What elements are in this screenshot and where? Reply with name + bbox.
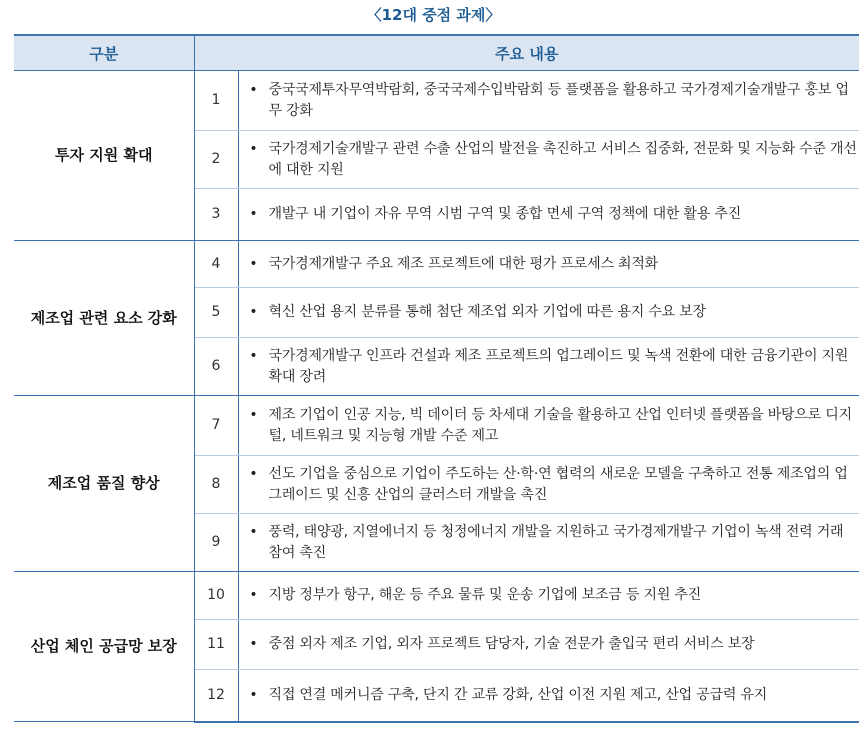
category-cell: 산업 체인 공급망 보장 (14, 572, 194, 722)
table-row (14, 572, 859, 620)
bullet-item (239, 346, 858, 388)
item-number: 5 (194, 288, 238, 338)
item-text: 개발구 내 기업이 자유 무역 시범 구역 및 종합 면세 구역 정책에 대한 활용 추진 (268, 206, 742, 222)
header-content: 주요 내용 (194, 35, 859, 71)
item-number: 9 (194, 514, 238, 572)
item-number: 3 (194, 189, 238, 241)
item-number: 6 (194, 338, 238, 396)
item-text: 선도 기업을 중심으로 기업이 주도하는 산·학·연 협력의 새로운 모델을 구축하고 전통 제조업의 업그레이드 및 신흥 산업의 클러스터 개발을 촉진 (268, 465, 848, 503)
item-content-cell (238, 620, 859, 670)
item-content-cell (238, 241, 859, 288)
bullet-item (239, 585, 858, 606)
table-row (14, 71, 859, 131)
item-number: 1 (194, 71, 238, 131)
bullet-item (239, 634, 858, 655)
bullet-item (239, 302, 858, 323)
table-row (14, 241, 859, 288)
bullet-icon: • (249, 523, 258, 540)
item-text: 중점 외자 제조 기업, 외자 프로젝트 담당자, 기술 전문가 출입국 편리 서비스 보장 (268, 636, 755, 652)
bullet-item (239, 139, 858, 181)
bullet-item (239, 80, 858, 122)
bullet-icon: • (249, 636, 258, 652)
item-text: 지방 정부가 항구, 해운 등 주요 물류 및 운송 기업에 보조금 등 지원 추진 (268, 587, 702, 603)
item-number: 7 (194, 396, 238, 456)
item-content-cell (238, 131, 859, 189)
category-cell: 제조업 관련 요소 강화 (14, 241, 194, 396)
header-row (14, 35, 859, 71)
bullet-item (239, 522, 858, 564)
item-content-cell (238, 572, 859, 620)
bullet-item (239, 204, 858, 225)
bullet-item (239, 254, 858, 275)
item-content-cell (238, 456, 859, 514)
item-text: 중국국제투자무역박람회, 중국국제수입박람회 등 플랫폼을 활용하고 국가경제기술개발구 홍보 업무 강화 (268, 81, 849, 119)
item-content-cell (238, 514, 859, 572)
bullet-item (239, 685, 858, 706)
item-content-cell (238, 189, 859, 241)
item-number: 4 (194, 241, 238, 288)
bullet-icon: • (249, 347, 258, 364)
item-text: 직접 연결 메커니즘 구축, 단지 간 교류 강화, 산업 이전 지원 제고, 산업 공급력 유지 (268, 686, 768, 703)
item-number: 2 (194, 131, 238, 189)
category-cell: 제조업 품질 향상 (14, 396, 194, 572)
bullet-icon: • (249, 206, 258, 222)
bullet-icon: • (249, 686, 258, 703)
table-row (14, 396, 859, 456)
bullet-item (239, 405, 858, 447)
bullet-icon: • (249, 304, 258, 320)
item-content-cell (238, 71, 859, 131)
bullet-icon: • (249, 406, 258, 423)
item-text: 국가경제개발구 주요 제조 프로젝트에 대한 평가 프로세스 최적화 (268, 255, 658, 272)
table-body (14, 71, 859, 722)
bullet-icon: • (249, 587, 258, 603)
bullet-icon: • (249, 465, 258, 482)
bullet-icon: • (249, 255, 258, 272)
item-content-cell (238, 670, 859, 722)
item-number: 12 (194, 670, 238, 722)
item-number: 10 (194, 572, 238, 620)
category-cell: 투자 지원 확대 (14, 71, 194, 241)
item-content-cell (238, 338, 859, 396)
item-text: 혁신 산업 용지 분류를 통해 첨단 제조업 외자 기업에 따른 용지 수요 보장 (268, 304, 706, 320)
table-title: 〈12대 중점 과제〉 (366, 6, 501, 24)
header-category: 구분 (14, 35, 194, 71)
item-content-cell (238, 396, 859, 456)
task-table (14, 34, 859, 723)
item-text: 제조 기업이 인공 지능, 빅 데이터 등 차세대 기술을 활용하고 산업 인터넷 플랫폼을 바탕으로 디지털, 네트워크 및 지능형 개발 수준 제고 (268, 406, 852, 444)
item-text: 국가경제개발구 인프라 건설과 제조 프로젝트의 업그레이드 및 녹색 전환에 대한 금융기관이 지원 확대 장려 (268, 347, 849, 385)
bullet-icon: • (249, 81, 258, 98)
bullet-icon: • (249, 140, 258, 157)
item-text: 풍력, 태양광, 지열에너지 등 청정에너지 개발을 지원하고 국가경제개발구 기업이 녹색 전력 거래 참여 촉진 (268, 523, 844, 561)
bullet-item (239, 464, 858, 506)
item-number: 11 (194, 620, 238, 670)
item-content-cell (238, 288, 859, 338)
item-text: 국가경제기술개발구 관련 수출 산업의 발전을 촉진하고 서비스 집중화, 전문화 및 지능화 수준 개선에 대한 지원 (268, 140, 857, 178)
item-number: 8 (194, 456, 238, 514)
